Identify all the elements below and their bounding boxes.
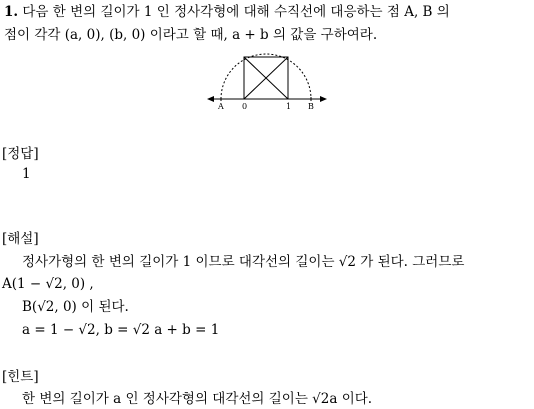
number-line-figure	[200, 50, 335, 112]
explanation-line-3: B(√2, 0) 이 된다.	[22, 299, 129, 315]
problem-line-1	[4, 2, 450, 22]
explanation-line-4: a = 1 − √2, b = √2 a + b = 1	[22, 322, 220, 338]
answer-heading: [정답]	[2, 146, 39, 162]
label-a: A	[218, 102, 224, 111]
explanation-line-2: A(1 − √2, 0) ,	[2, 276, 94, 292]
explanation-heading: [해설]	[2, 231, 39, 247]
explanation-line-1: 정사가형의 한 변의 길이가 1 이므로 대각선의 길이는 √2 가 된다. 그러므로	[22, 254, 465, 270]
label-one: 1	[286, 102, 292, 111]
label-zero: 0	[242, 102, 248, 111]
problem-number: 1.	[4, 4, 19, 20]
hint-line-1: 한 변의 길이가 a 인 정사각형의 대각선의 길이는 √2a 이다.	[22, 391, 373, 407]
problem-text-line2: 점이 각각 (a, 0), (b, 0) 이라고 할 때, a + b 의 값을 구하여라.	[4, 27, 378, 43]
hint-heading: [힌트]	[2, 369, 39, 385]
answer-value: 1	[22, 166, 31, 182]
problem-text-line1: 다음 한 변의 길이가 1 인 정사각형에 대해 수직선에 대응하는 점 A, B 의	[22, 4, 450, 20]
label-b: B	[308, 102, 314, 111]
left-arrow-icon	[207, 96, 214, 102]
right-arrow-icon	[320, 96, 327, 102]
dashed-arc	[221, 54, 311, 99]
